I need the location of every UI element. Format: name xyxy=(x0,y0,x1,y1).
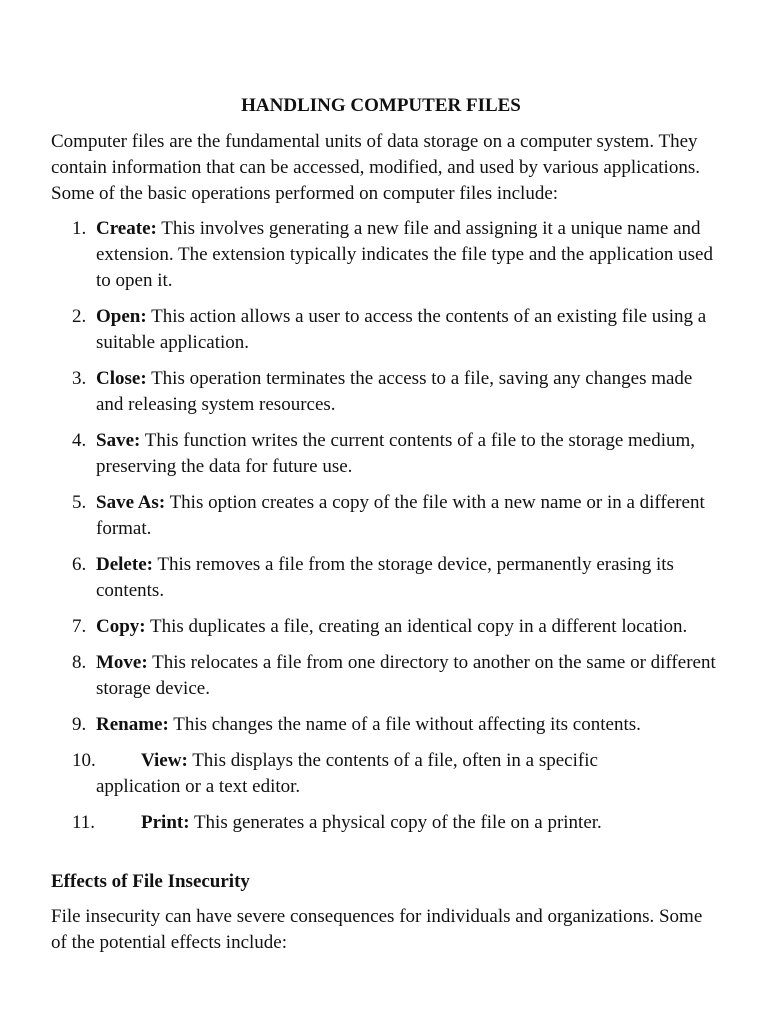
list-item-term: Save: xyxy=(96,430,141,451)
list-item-text: This generates a physical copy of the file on a printer. xyxy=(189,812,602,833)
list-item-text: This function writes the current contents of a file to the storage medium, preserving the data for future use. xyxy=(96,430,696,477)
list-item-term: View: xyxy=(141,750,188,771)
list-item-term: Open: xyxy=(96,306,147,327)
list-item-text: This involves generating a new file and assigning it a unique name and extension. The extension typically indicates the file type and the application used to open it. xyxy=(96,218,713,291)
list-item-text: This duplicates a file, creating an identical copy in a different location. xyxy=(145,616,688,637)
list-item-term: Save As: xyxy=(96,492,166,513)
list-item xyxy=(0,810,768,836)
list-item-text: This relocates a file from one directory to another on the same or different storage device. xyxy=(96,652,716,699)
document-title: HANDLING COMPUTER FILES xyxy=(241,95,521,116)
list-item-text: This removes a file from the storage device, permanently erasing its contents. xyxy=(96,554,674,601)
list-item-number: 8. xyxy=(72,652,87,673)
list-item-number: 1. xyxy=(72,218,87,239)
list-item xyxy=(0,712,768,738)
list-item-text: This action allows a user to access the contents of an existing file using a suitable application. xyxy=(96,306,707,353)
list-item xyxy=(0,428,768,480)
list-item-text-continued: application or a text editor. xyxy=(96,776,301,797)
list-item xyxy=(0,614,768,640)
list-item xyxy=(0,650,768,702)
list-item xyxy=(0,366,768,418)
list-item-text: This operation terminates the access to a file, saving any changes made and releasing system resources. xyxy=(96,368,693,415)
list-item-term: Create: xyxy=(96,218,157,239)
list-item-term: Close: xyxy=(96,368,147,389)
list-item xyxy=(0,216,768,294)
list-item xyxy=(0,748,768,800)
section-paragraph: File insecurity can have severe consequences for individuals and organizations. Some of the potential effects include: xyxy=(51,906,703,953)
list-item-number: 6. xyxy=(72,554,87,575)
list-item-term: Rename: xyxy=(96,714,169,735)
list-item-number: 11. xyxy=(72,812,96,833)
list-item-term: Move: xyxy=(96,652,148,673)
list-item-number: 7. xyxy=(72,616,87,637)
list-item xyxy=(0,304,768,356)
list-item-number: 10. xyxy=(72,750,96,771)
list-item-number: 2. xyxy=(72,306,87,327)
list-item-term: Print: xyxy=(141,812,190,833)
list-item-number: 3. xyxy=(72,368,87,389)
section-heading: Effects of File Insecurity xyxy=(51,871,250,892)
list-item xyxy=(0,490,768,542)
list-item-number: 5. xyxy=(72,492,87,513)
list-item-number: 4. xyxy=(72,430,87,451)
list-item-text: This option creates a copy of the file with a new name or in a different format. xyxy=(96,492,705,539)
list-item xyxy=(0,552,768,604)
intro-paragraph: Computer files are the fundamental units of data storage on a computer system. They contain information that can be accessed, modified, and used by various applications. Some of the basic operations performed on computer files include: xyxy=(51,131,700,204)
list-item-text: This changes the name of a file without affecting its contents. xyxy=(168,714,641,735)
operations-list xyxy=(0,216,768,846)
list-item-term: Delete: xyxy=(96,554,153,575)
list-item-text: This displays the contents of a file, often in a specific xyxy=(187,750,598,771)
list-item-number: 9. xyxy=(72,714,87,735)
list-item-term: Copy: xyxy=(96,616,146,637)
